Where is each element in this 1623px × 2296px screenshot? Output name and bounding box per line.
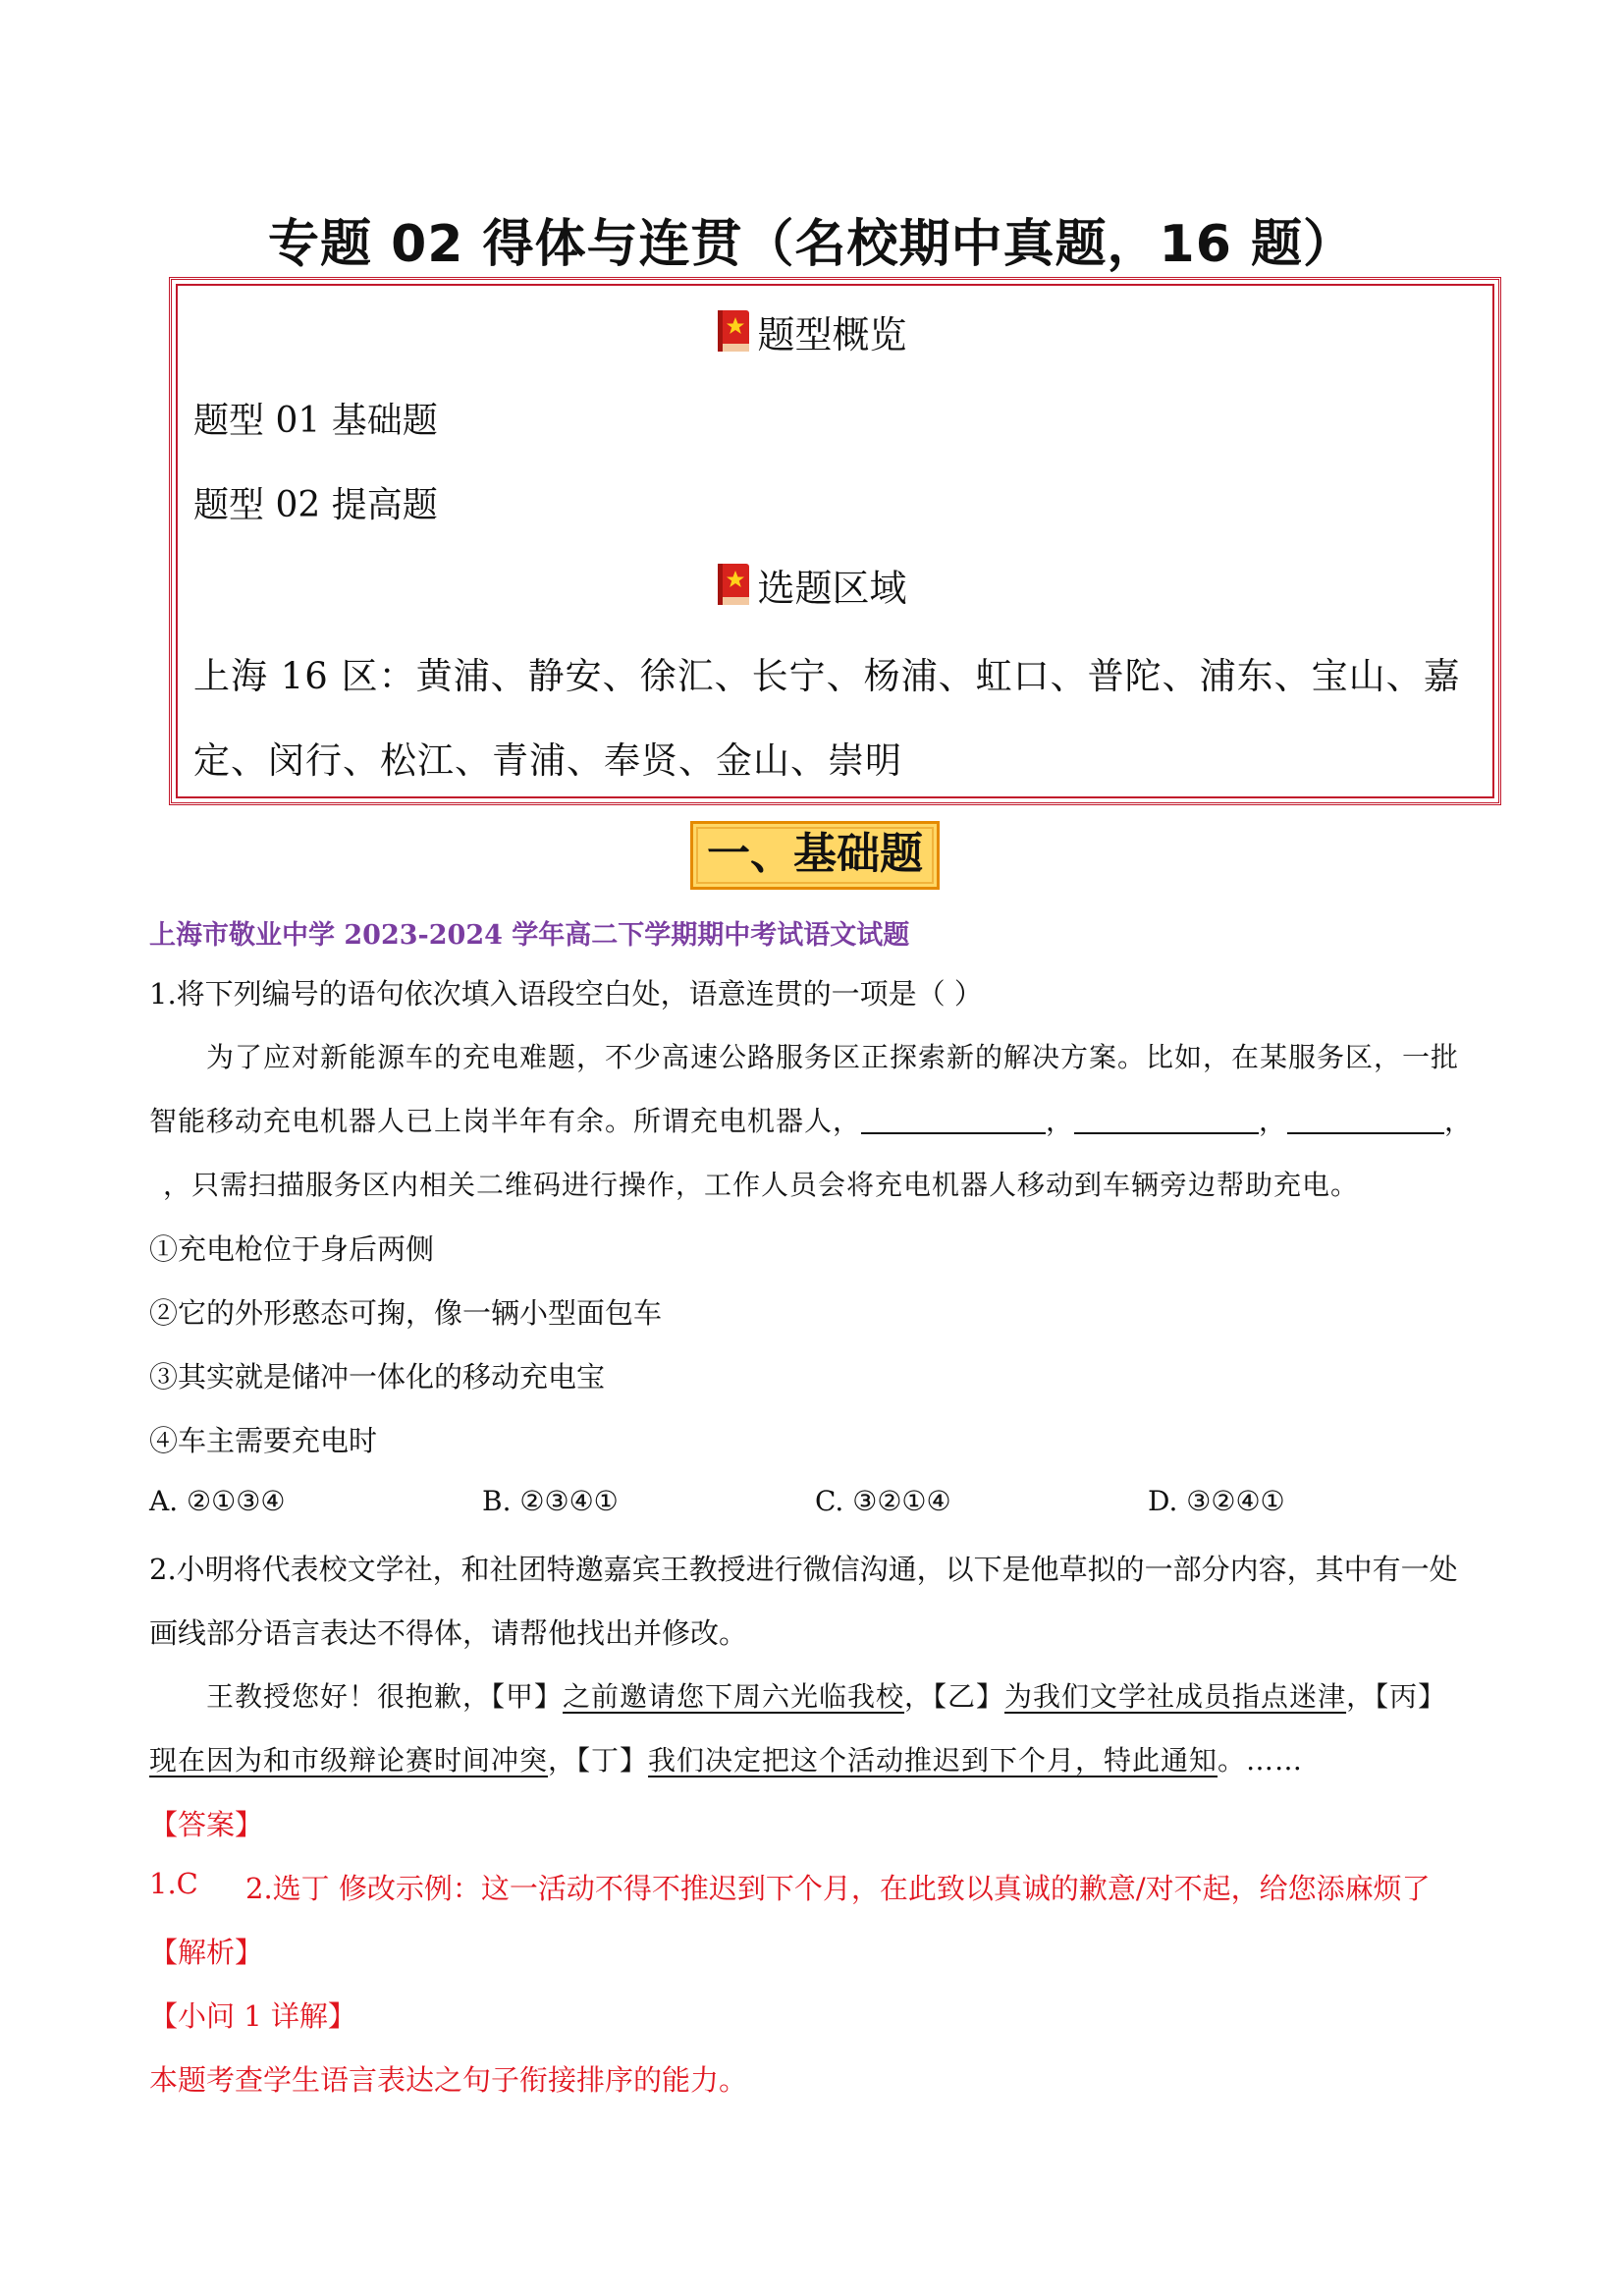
q2-underlined-ding: 我们决定把这个活动推迟到下个月，特此通知 (648, 1744, 1218, 1777)
overview-header (0, 304, 1623, 358)
q1-passage-line-3: ，只需扫描服务区内相关二维码进行操作，工作人员会将充电机器人移动到车辆旁边帮助充电。 (163, 1169, 1360, 1201)
source-line: 上海市敬业中学 2023-2024 学年高二下学期期中考试语文试题 (149, 920, 910, 951)
region-header (0, 558, 1623, 612)
overview-header-text: 题型概览 (757, 313, 907, 356)
red-book-icon (716, 562, 751, 607)
region-line-2: 定、闵行、松江、青浦、奉贤、金山、崇明 (193, 739, 902, 782)
q1-option-a: A. ②①③④ (149, 1485, 286, 1517)
q2-underlined-jia: 之前邀请您下周六光临我校 (563, 1680, 905, 1713)
blank-2 (1074, 1105, 1259, 1134)
q1-item-3: ③其实就是储冲一体化的移动充电宝 (149, 1360, 606, 1394)
region-header-text: 选题区域 (757, 567, 907, 610)
q1-item-4: ④车主需要充电时 (149, 1424, 378, 1457)
q1-option-b: B. ②③④① (482, 1485, 619, 1517)
q2-text: 。…… (1217, 1744, 1304, 1777)
q2-text: ，【乙】 (904, 1680, 1005, 1713)
separator: ， (1444, 1105, 1474, 1137)
separator: ， (1259, 1105, 1288, 1137)
page-title: 专题 02 得体与连贯（名校期中真题，16 题） (267, 215, 1356, 274)
q2-stem-line-1: 2.小明将代表校文学社，和社团特邀嘉宾王教授进行微信沟通，以下是他草拟的一部分内容，其中有一处 (149, 1553, 1458, 1586)
blank-3 (1287, 1105, 1444, 1134)
q1-passage-line-1: 为了应对新能源车的充电难题，不少高速公路服务区正探索新的解决方案。比如，在某服务区，一批 (206, 1041, 1460, 1073)
separator: ， (1046, 1105, 1075, 1137)
q2-text: 王教授您好！很抱歉，【甲】 (206, 1680, 564, 1713)
q1-stem: 1.将下列编号的语句依次填入语段空白处，语意连贯的一项是（ ） (149, 977, 983, 1011)
region-line-1: 上海 16 区：黄浦、静安、徐汇、长宁、杨浦、虹口、普陀、浦东、宝山、嘉 (193, 655, 1461, 697)
q2-text: ，【丙】 (1346, 1680, 1447, 1713)
answer-2: 2.选丁 修改示例：这一活动不得不推迟到下个月，在此致以真诚的歉意/对不起，给您添麻烦了 (245, 1872, 1431, 1905)
q1-passage-prefix: 智能移动充电机器人已上岗半年有余。所谓充电机器人， (149, 1105, 862, 1137)
q1-passage-line-2 (149, 1100, 1473, 1139)
section-title: 一、基础题 (690, 821, 940, 890)
q2-stem-line-2: 画线部分语言表达不得体，请帮他找出并修改。 (149, 1616, 748, 1650)
overview-item-2: 题型 02 提高题 (193, 485, 438, 525)
q1-item-2: ②它的外形憨态可掬，像一辆小型面包车 (149, 1296, 663, 1330)
blank-1 (861, 1105, 1046, 1134)
answer-label: 【答案】 (149, 1808, 264, 1841)
analysis-label: 【解析】 (149, 1936, 264, 1969)
q2-underlined-yi: 为我们文学社成员指点迷津 (1004, 1680, 1347, 1713)
q1-item-1: ①充电枪位于身后两侧 (149, 1232, 435, 1266)
sub-question-text: 本题考查学生语言表达之句子衔接排序的能力。 (149, 2063, 748, 2097)
red-book-icon (716, 308, 751, 354)
q1-option-c: C. ③②①④ (815, 1485, 951, 1517)
answer-1: 1.C (149, 1867, 198, 1900)
sub-question-label: 【小问 1 详解】 (149, 1999, 356, 2033)
q1-option-d: D. ③②④① (1148, 1485, 1285, 1517)
q2-passage-line-1 (206, 1675, 1446, 1715)
overview-item-1: 题型 01 基础题 (193, 401, 438, 441)
q2-passage-line-2 (149, 1739, 1303, 1778)
q2-text: ，【丁】 (548, 1744, 649, 1777)
q2-underlined-bing: 现在因为和市级辩论赛时间冲突 (149, 1744, 549, 1777)
